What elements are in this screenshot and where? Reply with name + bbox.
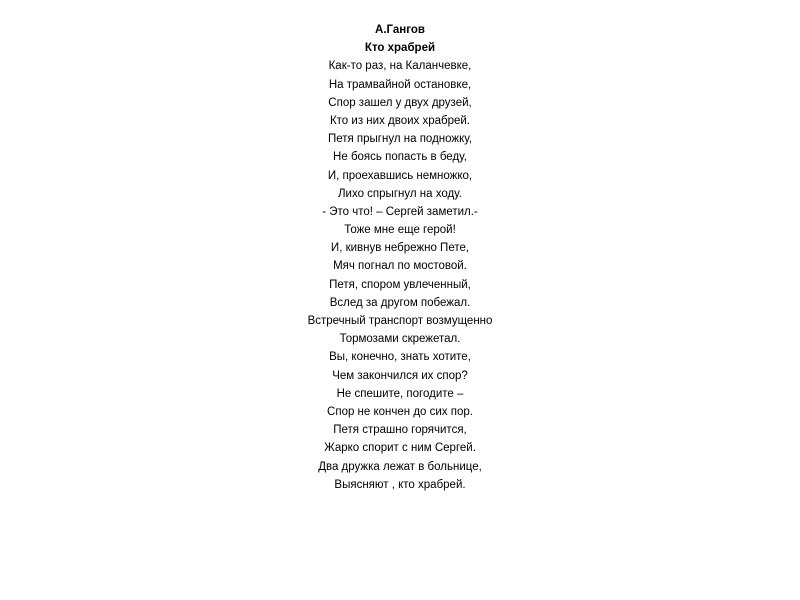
poem-line: Петя, спором увлеченный, [329,278,471,291]
poem-page [0,21,800,494]
poem-line: И, проехавшись немножко, [327,169,473,182]
poem-line: - Это что! – Сергей заметил.- [322,205,478,218]
poem-author: А.Гангов [375,24,425,36]
poem-line: Не боясь попасть в беду, [333,151,467,164]
poem-line: Встречный транспорт возмущенно [307,315,493,327]
poem-line: На трамвайной остановке, [328,78,472,91]
poem-line: Спор зашел у двух друзей, [328,96,472,109]
poem-line: Два дружка лежат в больнице, [318,460,482,473]
poem-title: Кто храбрей [364,42,436,55]
poem-line: Жарко спорит с ним Сергей. [324,442,476,455]
poem-line: Мяч погнал по мостовой. [333,260,467,273]
poem-body [0,57,800,494]
poem-line: Тормозами скрежетал. [339,333,461,346]
poem-line: Вслед за другом побежал. [329,296,471,309]
poem-line: Спор не кончен до сих пор. [327,405,473,418]
poem-line: Тоже мне еще герой! [344,224,456,237]
poem-line: Как-то раз, на Каланчевке, [328,60,472,73]
poem-line: Выясняют , кто храбрей. [334,478,466,491]
poem-line: Не спешите, погодите – [336,387,464,400]
poem-line: И, кивнув небрежно Пете, [330,242,470,255]
poem-line: Кто из них двоих храбрей. [329,114,471,127]
poem-line: Вы, конечно, знать хотите, [329,351,471,364]
poem-line: Петя прыгнул на подножку, [327,133,473,146]
poem-line: Лихо спрыгнул на ходу. [338,187,462,200]
poem-line: Петя страшно горячится, [333,424,467,437]
poem-line: Чем закончился их спор? [332,369,468,382]
